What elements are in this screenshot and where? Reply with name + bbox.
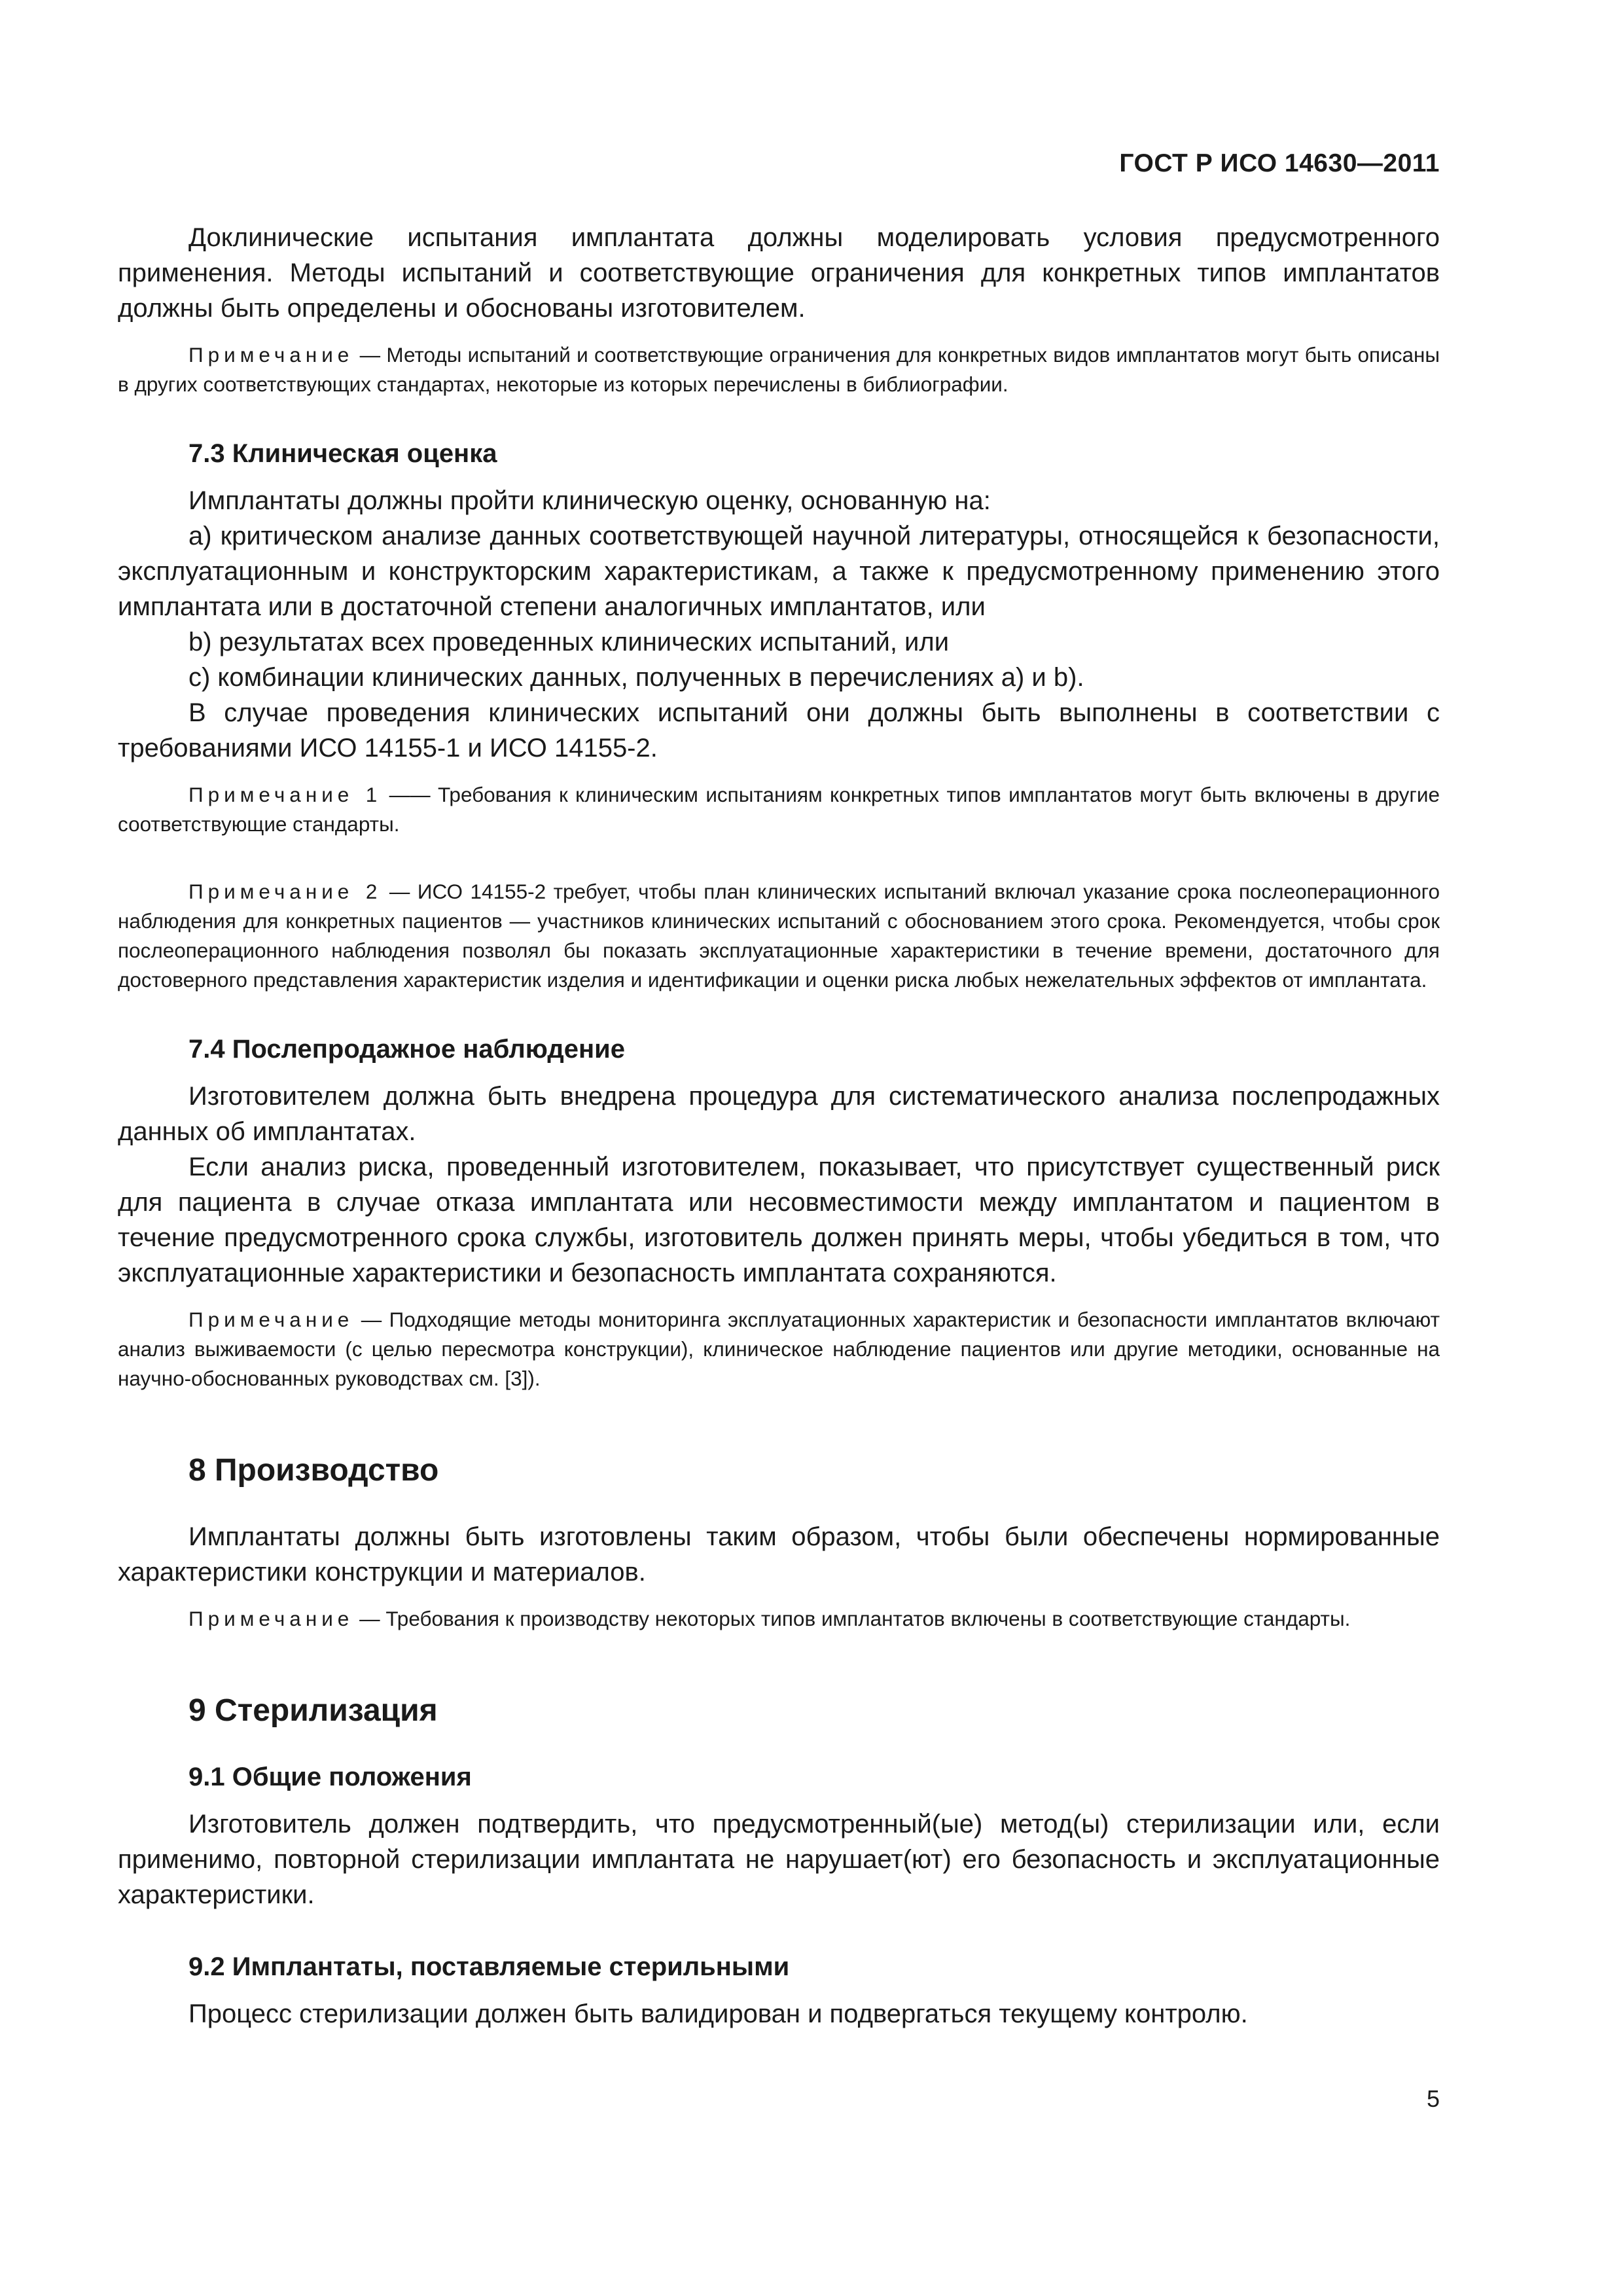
s7-3-item-c: c) комбинации клинических данных, полученных в перечислениях a) и b).: [188, 663, 1084, 692]
s9-2-paragraph: Процесс стерилизации должен быть валидирован и подвергаться текущему контролю.: [188, 2000, 1248, 2028]
note-text: — Требования к производству некоторых типов имплантатов включены в соответствующие стандарты.: [353, 1607, 1351, 1630]
intro-paragraph: Доклинические испытания имплантата должны моделировать условия предусмотренного применения. Методы испытаний и соответствующие ограничения для конкретных типов имплантатов должны быть определены и обоснованы изготовителем.: [118, 223, 1440, 323]
section-9-2-heading: 9.2 Имплантаты, поставляемые стерильными: [188, 1952, 790, 1981]
section-9-1-heading: 9.1 Общие положения: [188, 1763, 472, 1791]
section-9-heading: 9 Стерилизация: [188, 1693, 438, 1728]
s7-4-paragraph-1: Изготовителем должна быть внедрена процедура для систематического анализа послепродажных данных об имплантатах.: [118, 1082, 1440, 1146]
intro-note: [118, 340, 1440, 399]
s7-4-note: [118, 1305, 1440, 1393]
s8-paragraph: Имплантаты должны быть изготовлены таким образом, чтобы были обеспечены нормированные характеристики конструкции и материалов.: [118, 1522, 1440, 1587]
s7-3-paragraph-2: В случае проведения клинических испытаний они должны быть выполнены в соответствии с требованиями ИСО 14155-1 и ИСО 14155-2.: [118, 698, 1440, 762]
page-content: [118, 220, 1440, 2032]
note-label: Примечание: [188, 1607, 354, 1630]
s7-3-item-b: b) результатах всех проведенных клинических испытаний, или: [188, 628, 950, 656]
s8-note: [118, 1604, 1440, 1634]
note-label: Примечание: [188, 1308, 354, 1331]
note-label: Примечание: [188, 343, 354, 367]
s7-3-note-2: [118, 877, 1440, 995]
note-text: — Методы испытаний и соответствующие ограничения для конкретных видов имплантатов могут быть описаны в других соответствующих стандартах, некоторые из которых перечислены в библиографии.: [118, 343, 1440, 396]
section-7-4-heading: 7.4 Послепродажное наблюдение: [188, 1035, 625, 1064]
s9-1-paragraph: Изготовитель должен подтвердить, что предусмотренный(ые) метод(ы) стерилизации или, если применимо, повторной стерилизации имплантата не нарушает(ют) его безопасность и эксплуатационные характеристики.: [118, 1810, 1440, 1909]
page-number: 5: [1426, 2085, 1440, 2112]
note-text: — Подходящие методы мониторинга эксплуатационных характеристик и безопасности имплантатов включают анализ выживаемости (с целью пересмотра конструкции), клиническое наблюдение пациентов или другие методики, основанные на научно-обоснованных руководствах см. [3]).: [118, 1308, 1440, 1390]
s7-3-item-a: a) критическом анализе данных соответствующей научной литературы, относящейся к безопасности, эксплуатационным и конструкторским характеристикам, а также к предусмотренному применению этого имплантата или в достаточной степени аналогичных имплантатов, или: [118, 522, 1440, 621]
note-text: —— Требования к клиническим испытаниям конкретных типов имплантатов могут быть включены в другие соответствующие стандарты.: [118, 783, 1440, 836]
s7-3-note-1: [118, 780, 1440, 839]
note-label: Примечание 1: [188, 783, 382, 806]
section-8-heading: 8 Производство: [188, 1453, 439, 1488]
s7-3-paragraph-1: Имплантаты должны пройти клиническую оценку, основанную на:: [188, 486, 991, 515]
document-code: ГОСТ Р ИСО 14630—2011: [1119, 149, 1440, 177]
section-7-3-heading: 7.3 Клиническая оценка: [188, 439, 497, 468]
note-text: — ИСО 14155-2 требует, чтобы план клинических испытаний включал указание срока послеоперационного наблюдения для конкретных пациентов — участников клинических испытаний с обоснованием этого срока. Рекомендуется, чтобы срок послеоперационного наблюдения позволял бы показать эксплуатационные характеристики в течение времени, достаточного для достоверного представления характеристик изделия и идентификации и оценки риска любых нежелательных эффектов от имплантата.: [118, 880, 1440, 992]
s7-4-paragraph-2: Если анализ риска, проведенный изготовителем, показывает, что присутствует существенный риск для пациента в случае отказа имплантата или несовместимости между имплантатом и пациентом в течение предусмотренного срока службы, изготовитель должен принять меры, чтобы убедиться в том, что эксплуатационные характеристики и безопасность имплантата сохраняются.: [118, 1153, 1440, 1287]
note-label: Примечание 2: [188, 880, 382, 903]
